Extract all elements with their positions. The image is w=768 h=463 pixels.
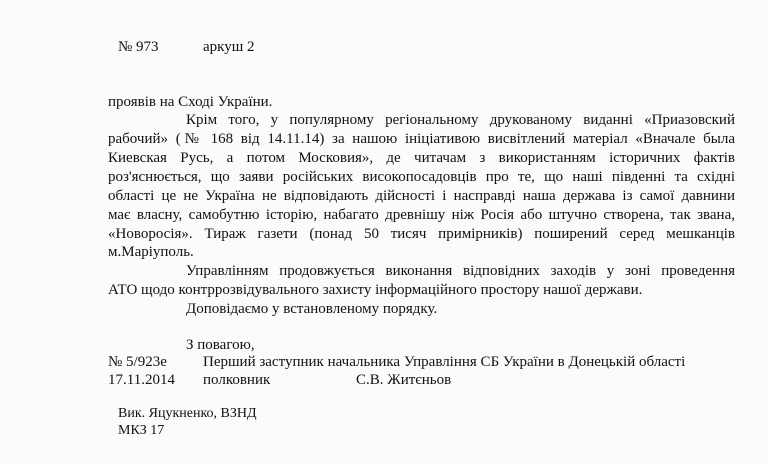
signer-name: С.В. Житєньов [356, 372, 452, 388]
paragraph-1-line: Крім того, у популярному регіональному друкованому виданні «Приазовский [186, 112, 735, 128]
paragraph-1-line: Киевская Русь, а потом Московия», де читачам з використанням історичних фактів [108, 150, 735, 166]
sheet-number: аркуш 2 [203, 39, 255, 55]
paragraph-2-line: АТО щодо контррозвідувального захисту інформаційного простору нашої держави. [108, 282, 643, 298]
document-number: № 973 [118, 39, 159, 55]
paragraph-2-line: Управлінням продовжується виконання відповідних заходів у зоні проведення [186, 263, 735, 279]
signer-rank: полковник [203, 372, 271, 388]
paragraph-1-line: рабочий» (№ 168 від 14.11.14) за нашою ініціативою висвітлений матеріал «Вначале была [108, 131, 735, 147]
continuation-line: проявів на Сході України. [108, 94, 273, 110]
paragraph-3: Доповідаємо у встановленому порядку. [186, 301, 438, 317]
registry-code: МКЗ 17 [118, 423, 165, 438]
outgoing-date: 17.11.2014 [108, 372, 175, 388]
paragraph-1-line: має власну, самобутню історію, набагато древнішу ніж Росія або штучно створена, так звана, [108, 207, 735, 223]
paragraph-1-line: м.Маріуполь. [108, 244, 194, 260]
closing-phrase: З повагою, [186, 337, 255, 353]
paragraph-1-line: «Новоросія». Тираж газети (понад 50 тисяч примірників) поширений серед мешканців [108, 226, 735, 242]
outgoing-number: № 5/923е [108, 354, 167, 370]
paragraph-1-line: області це не Україна не відповідають дійсності і насправді наша держава із самої давнини [108, 188, 735, 204]
signer-position: Перший заступник начальника Управління СБ України в Донецькій області [203, 354, 686, 370]
executor-line: Вик. Яцукненко, ВЗНД [118, 406, 257, 421]
paragraph-1-line: роз'яснюється, що заяви російських високопосадовців про те, що наші південні та східні [108, 169, 735, 185]
